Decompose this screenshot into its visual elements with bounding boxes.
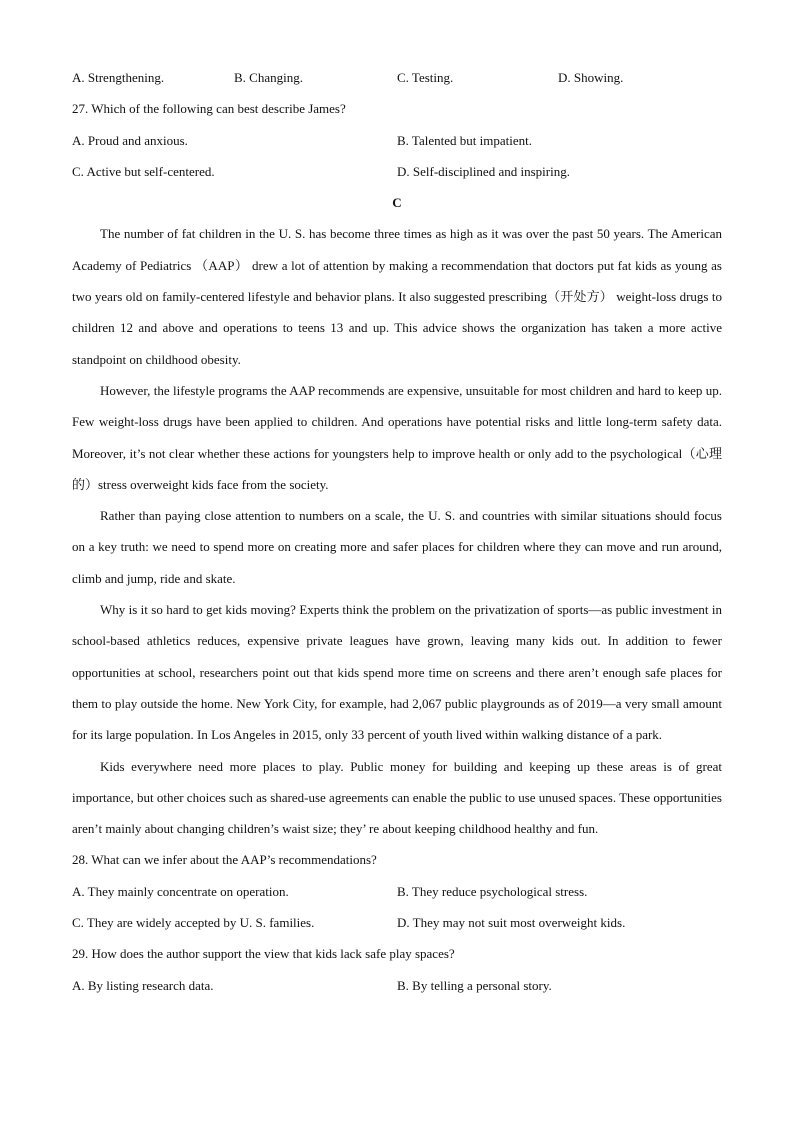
q27-option-c[interactable]: C. Active but self-centered. <box>72 163 215 179</box>
q26-option-b[interactable]: B. Changing. <box>234 70 303 85</box>
q29-question: 29. How does the author support the view that kids lack safe play spaces? <box>72 946 455 962</box>
q28-option-b[interactable]: B. They reduce psychological stress. <box>397 883 588 899</box>
q28-option-c[interactable]: C. They are widely accepted by U. S. families. <box>72 915 315 931</box>
q27-option-d[interactable]: D. Self-disciplined and inspiring. <box>397 163 570 179</box>
exam-page <box>72 62 722 1001</box>
q27-question: 27. Which of the following can best describe James? <box>72 101 346 117</box>
passage-paragraph-3: Rather than paying close attention to numbers on a scale, the U. S. and countries with similar situations should focus on a key truth: we need to spend more on creating more and safer places for children where they can move and run around, climb and jump, ride and skate. <box>72 508 722 586</box>
passage <box>72 218 722 844</box>
q29-options-row1 <box>72 970 722 1001</box>
q29-option-b[interactable]: B. By telling a personal story. <box>397 977 552 993</box>
passage-paragraph-4: Why is it so hard to get kids moving? Experts think the problem on the privatization of sports—as public investment in school-based athletics reduces, expensive private leagues have grown, leaving many kids out. In addition to fewer opportunities at school, researchers point out that kids spend more time on screens and there aren’t enough safe places for them to play outside the home. New York City, for example, had 2,067 public playgrounds as of 2019—a very small amount for its large population. In Los Angeles in 2015, only 33 percent of youth lived within walking distance of a park. <box>72 602 722 743</box>
q28-option-a[interactable]: A. They mainly concentrate on operation. <box>72 883 289 899</box>
passage-paragraph-5: Kids everywhere need more places to play. Public money for building and keeping up these areas is of great importance, but other choices such as shared-use agreements can enable the public to use unused spaces. These opportunities aren’t mainly about changing children’s waist size; they’ re about keeping childhood healthy and fun. <box>72 758 722 837</box>
q26-option-c[interactable]: C. Testing. <box>397 70 454 85</box>
q26-option-a[interactable]: A. Strengthening. <box>72 70 165 85</box>
q27-options-row1 <box>72 125 722 156</box>
q26-options <box>72 62 722 93</box>
q27-option-a[interactable]: A. Proud and anxious. <box>72 132 188 148</box>
q27-options-row2 <box>72 156 722 187</box>
q28-options-row2 <box>72 907 722 938</box>
q28-options-row1 <box>72 876 722 907</box>
passage-paragraph-1: The number of fat children in the U. S. has become three times as high as it was over the past 50 years. The American Academy of Pediatrics （AAP） drew a lot of attention by making a recommendation that doctors put fat kids as young as two years old on family-centered lifestyle and behavior plans. It also suggested prescribing（开处方） weight-loss drugs to children 12 and above and operations to teens 13 and up. This advice shows the organization has taken a more active standpoint on childhood obesity. <box>72 226 722 367</box>
q27-option-b[interactable]: B. Talented but impatient. <box>397 132 532 148</box>
q29-option-a[interactable]: A. By listing research data. <box>72 977 214 993</box>
q28-question: 28. What can we infer about the AAP’s recommendations? <box>72 852 377 868</box>
q26-option-d[interactable]: D. Showing. <box>558 70 624 85</box>
q28-option-d[interactable]: D. They may not suit most overweight kids. <box>397 915 626 931</box>
passage-paragraph-2: However, the lifestyle programs the AAP recommends are expensive, unsuitable for most children and hard to keep up. Few weight-loss drugs have been applied to children. And operations have potential risks and little long-term safety data. Moreover, it’s not clear whether these actions for youngsters help to improve health or only add to the psychological（心理的）stress overweight kids face from the society. <box>72 382 722 492</box>
section-label: C <box>392 195 402 211</box>
